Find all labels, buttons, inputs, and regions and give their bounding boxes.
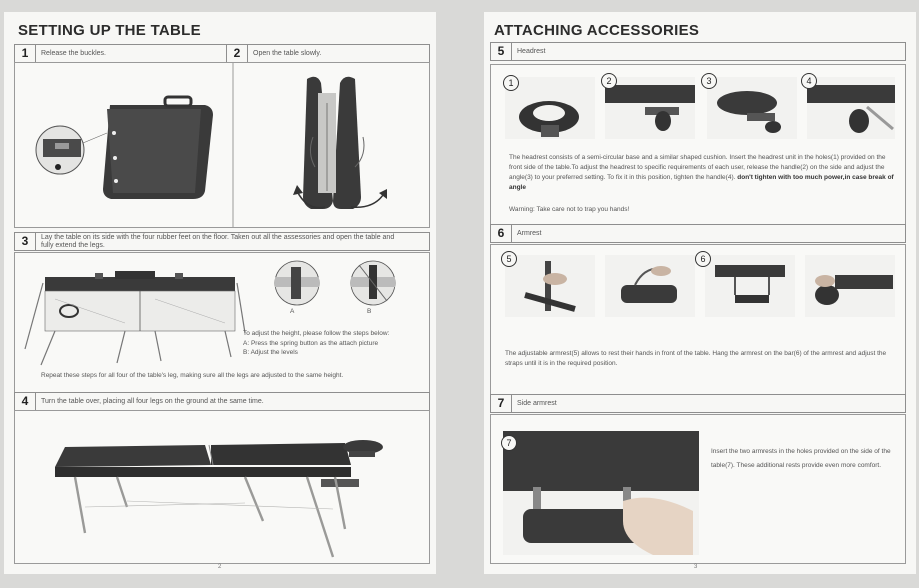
callout-2: 2 xyxy=(601,73,617,89)
step-number: 5 xyxy=(491,43,512,60)
headrest-description xyxy=(509,153,899,193)
step-number: 6 xyxy=(491,225,512,242)
step-5-content xyxy=(490,64,906,230)
headrest-caution: don't tighten with too much power,in case break of angle xyxy=(509,174,894,191)
step-1-2-illustrations xyxy=(14,62,430,228)
armrest-photo-4 xyxy=(805,255,895,317)
armrest-photo-3 xyxy=(705,255,795,317)
side-armrest-description: Insert the two armrests in the holes provided on the side of the table(7). These additional rests provide even more comfort. xyxy=(711,448,891,469)
step-label: Armrest xyxy=(517,230,542,237)
step-label: Open the table slowly. xyxy=(253,50,322,57)
step-label: Headrest xyxy=(517,48,546,55)
step-7-content xyxy=(490,414,906,564)
step-7-header xyxy=(490,394,906,413)
adjust-intro: To adjust the height, please follow the steps below: xyxy=(243,330,390,337)
callout-3: 3 xyxy=(701,73,717,89)
adjust-step-b: B: Adjust the levels xyxy=(243,349,298,356)
step-2-header xyxy=(226,44,430,63)
headrest-description-text: The headrest consists of a semi-circular base and a similar shaped cushion. Insert the headrest unit in the holes(1) provided on the front side of the table.To adjust the headrest to specific requirements of each user, release the handle(2) on the side and adjust the angle(3) to your preferred setting. To fix it in this position, tighten the handle(4). xyxy=(509,154,886,181)
caption-b: B xyxy=(367,308,372,315)
step-number: 3 xyxy=(15,233,36,250)
caption-a: A xyxy=(290,308,295,315)
page-number: 2 xyxy=(218,564,222,570)
callout-1: 1 xyxy=(503,75,519,91)
page-number: 3 xyxy=(694,564,698,570)
armrest-photo-1 xyxy=(505,255,595,317)
page-title: ATTACHING ACCESSORIES xyxy=(494,22,700,39)
page-title: SETTING UP THE TABLE xyxy=(18,22,201,39)
right-page xyxy=(484,12,916,574)
step-4-illustration xyxy=(14,410,430,564)
step-1-header xyxy=(14,44,230,63)
armrest-photo-2 xyxy=(605,255,695,317)
step-label: Release the buckles. xyxy=(41,50,106,57)
headrest-warning: Warning: Take care not to trap you hands! xyxy=(509,206,630,213)
side-armrest-photo xyxy=(503,431,699,555)
headrest-photo-1 xyxy=(505,77,595,139)
step-number: 1 xyxy=(15,45,36,62)
callout-6: 6 xyxy=(695,251,711,267)
step-label: Side armrest xyxy=(517,400,557,407)
step-label: Turn the table over, placing all four legs on the ground at the same time. xyxy=(41,398,264,405)
left-page xyxy=(4,12,436,574)
armrest-description: The adjustable armrest(5) allows to rest their hands in front of the table. Hang the armrest on the bar(6) of the armrest and adjust the straps until it is in the required position. xyxy=(505,350,887,367)
callout-5: 5 xyxy=(501,251,517,267)
step-4-header xyxy=(14,392,430,411)
step-6-header xyxy=(490,224,906,243)
repeat-instruction: Repeat these steps for all four of the table's leg, making sure all the legs are adjusted to the same height. xyxy=(41,372,344,379)
step-5-header xyxy=(490,42,906,61)
callout-4: 4 xyxy=(801,73,817,89)
massage-table-illustration xyxy=(15,411,429,563)
callout-7: 7 xyxy=(501,435,517,451)
step-3-illustration xyxy=(14,252,430,394)
step-number: 4 xyxy=(15,393,36,410)
step-3-header xyxy=(14,232,430,251)
headrest-photo-4 xyxy=(807,77,895,139)
headrest-photo-3 xyxy=(707,77,797,139)
step-label: Lay the table on its side with the four rubber feet on the floor. Taken out all the assessories and open the table and fully extend the legs. xyxy=(41,234,395,249)
adjust-step-a: A: Press the spring button as the attach picture xyxy=(243,340,379,347)
step-6-content xyxy=(490,244,906,398)
step-number: 2 xyxy=(227,45,248,62)
headrest-photo-2 xyxy=(605,77,695,139)
step-number: 7 xyxy=(491,395,512,412)
folded-table-illustration xyxy=(15,63,429,227)
